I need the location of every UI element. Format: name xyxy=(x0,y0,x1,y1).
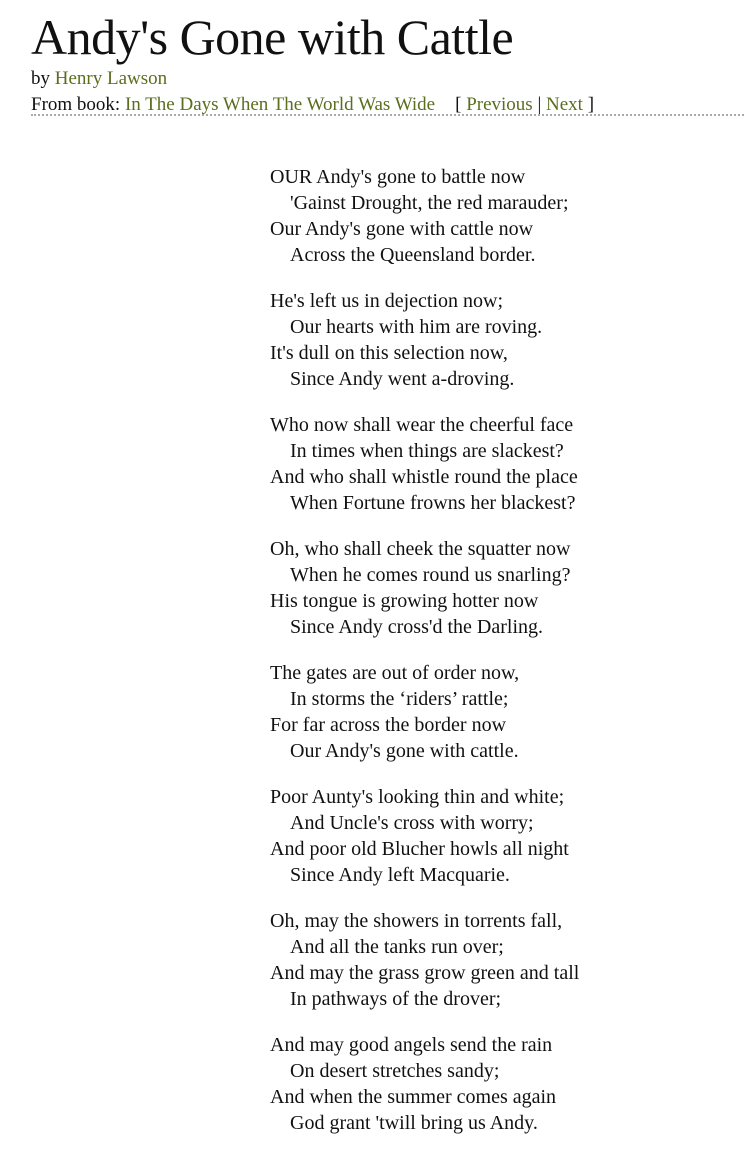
author-link[interactable]: Henry Lawson xyxy=(54,68,168,89)
poem-stanza xyxy=(270,908,579,1012)
poem-line: When Fortune frowns her blackest? xyxy=(290,492,576,514)
poem-line: In pathways of the drover; xyxy=(290,988,502,1010)
nav-separator: | xyxy=(532,94,546,115)
poem-line: Poor Aunty's looking thin and white; xyxy=(270,786,565,808)
poem-line: Our Andy's gone with cattle now xyxy=(270,218,534,240)
next-link[interactable]: Next xyxy=(546,94,583,115)
poem-stanza xyxy=(270,536,579,640)
poem-line: Oh, may the showers in torrents fall, xyxy=(270,910,563,932)
poem-line: It's dull on this selection now, xyxy=(270,342,508,364)
poem-line: And when the summer comes again xyxy=(270,1086,557,1108)
poem-line: And Uncle's cross with worry; xyxy=(290,812,534,834)
poem-stanza xyxy=(270,164,579,268)
poem-line: Since Andy left Macquarie. xyxy=(290,864,510,886)
nav-close-bracket: ] xyxy=(582,94,595,115)
poem-line: And may good angels send the rain xyxy=(270,1034,553,1056)
poem-stanza xyxy=(270,288,579,392)
book-prefix: From book: xyxy=(31,94,125,115)
poem-line: His tongue is growing hotter now xyxy=(270,590,539,612)
poem-line: And poor old Blucher howls all night xyxy=(270,838,569,860)
poem-line: The gates are out of order now, xyxy=(270,662,520,684)
header-divider xyxy=(31,114,744,116)
byline-prefix: by xyxy=(31,68,55,89)
poem-line: Oh, who shall cheek the squatter now xyxy=(270,538,571,560)
poem-line: And all the tanks run over; xyxy=(290,936,504,958)
poem-line: And may the grass grow green and tall xyxy=(270,962,580,984)
poem-line: Our hearts with him are roving. xyxy=(290,316,543,338)
poem-line: He's left us in dejection now; xyxy=(270,290,503,312)
poem-line: In storms the ‘riders’ rattle; xyxy=(290,688,509,710)
poem-stanza xyxy=(270,784,579,888)
poem-line: In times when things are slackest? xyxy=(290,440,564,462)
nav-open-bracket: [ xyxy=(455,94,467,115)
byline xyxy=(31,66,744,92)
poem-body xyxy=(270,164,579,1156)
poem-line: Since Andy went a-droving. xyxy=(290,368,515,390)
poem-stanza xyxy=(270,1032,579,1136)
page-title: Andy's Gone with Cattle xyxy=(31,9,514,65)
book-link[interactable]: In The Days When The World Was Wide xyxy=(124,94,436,115)
poem-line: 'Gainst Drought, the red marauder; xyxy=(290,192,569,214)
poem-line: For far across the border now xyxy=(270,714,507,736)
page-header xyxy=(31,8,744,118)
poem-line: Who now shall wear the cheerful face xyxy=(270,414,574,436)
poem-line: Our Andy's gone with cattle. xyxy=(290,740,519,762)
poem-line: When he comes round us snarling? xyxy=(290,564,571,586)
poem-stanza xyxy=(270,412,579,516)
poem-line: God grant 'twill bring us Andy. xyxy=(290,1112,538,1134)
poem-line: And who shall whistle round the place xyxy=(270,466,578,488)
poem-line: On desert stretches sandy; xyxy=(290,1060,500,1082)
poem-line: Since Andy cross'd the Darling. xyxy=(290,616,544,638)
poem-line: OUR Andy's gone to battle now xyxy=(270,166,526,188)
poem-line: Across the Queensland border. xyxy=(290,244,536,266)
previous-link[interactable]: Previous xyxy=(466,94,533,115)
poem-stanza xyxy=(270,660,579,764)
